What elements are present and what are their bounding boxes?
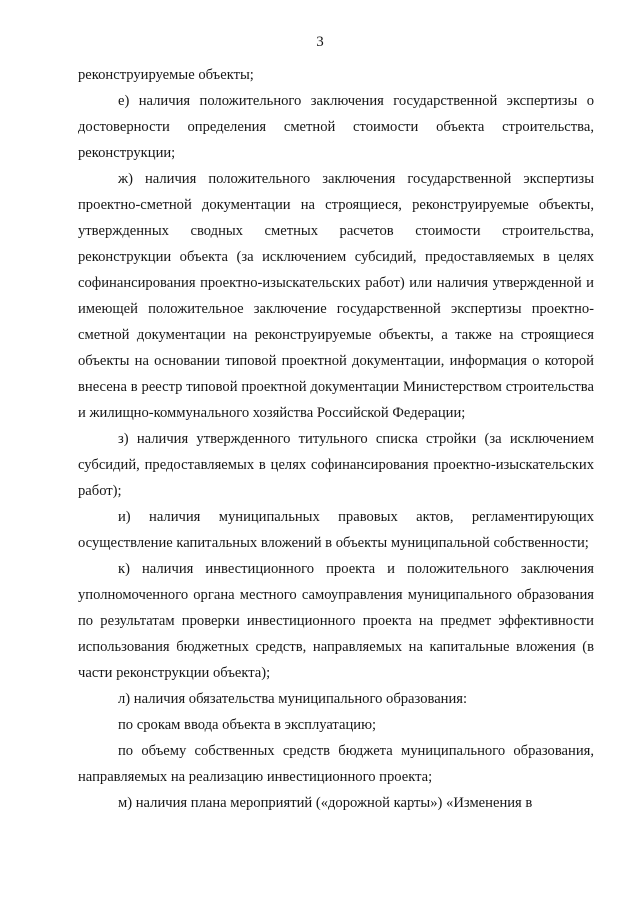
page-number: 3 (316, 34, 324, 50)
document-body (78, 62, 594, 816)
paragraph-l: л) наличия обязательства муниципального образования: (118, 691, 468, 707)
paragraph-zh: ж) наличия положительного заключения государственной экспертизы проектно-сметной документации на строящиеся, реконструируемые объекты, утвержденных сводных сметных расчетов стоимости строительства, реконструкции объекта (за исключением субсидий, предоставляемых в целях софинансирования проектно-изыскательских работ) или наличия утвержденной и имеющей положительное заключение государственной экспертизы проектно-сметной документации на реконструируемые объекты, а также на строящиеся объекты на основании типовой проектной документации, информация о которой внесена в реестр типовой проектной документации Министерством строительства и жилищно-коммунального хозяйства Российской Федерации; (78, 171, 594, 421)
paragraph-i: и) наличия муниципальных правовых актов, регламентирующих осуществление капитальных вложений в объекты муниципальной собственности; (78, 509, 594, 551)
paragraph-k: к) наличия инвестиционного проекта и положительного заключения уполномоченного органа местного самоуправления муниципального образования по результатам проверки инвестиционного проекта на предмет эффективности использования бюджетных средств, направляемых на капитальные вложения (в части реконструкции объекта); (78, 561, 594, 681)
paragraph-continuation: реконструируемые объекты; (78, 67, 254, 83)
paragraph-l-item-2: по объему собственных средств бюджета муниципального образования, направляемых на реализацию инвестиционного проекта; (78, 743, 594, 785)
paragraph-e: е) наличия положительного заключения государственной экспертизы о достоверности определения сметной стоимости объекта строительства, реконструкции; (78, 93, 594, 161)
paragraph-m: м) наличия плана мероприятий («дорожной карты») «Изменения в (118, 795, 533, 811)
paragraph-z: з) наличия утвержденного титульного списка стройки (за исключением субсидий, предоставляемых в целях софинансирования проектно-изыскательских работ); (78, 431, 594, 499)
paragraph-l-item-1: по срокам ввода объекта в эксплуатацию; (118, 717, 377, 733)
